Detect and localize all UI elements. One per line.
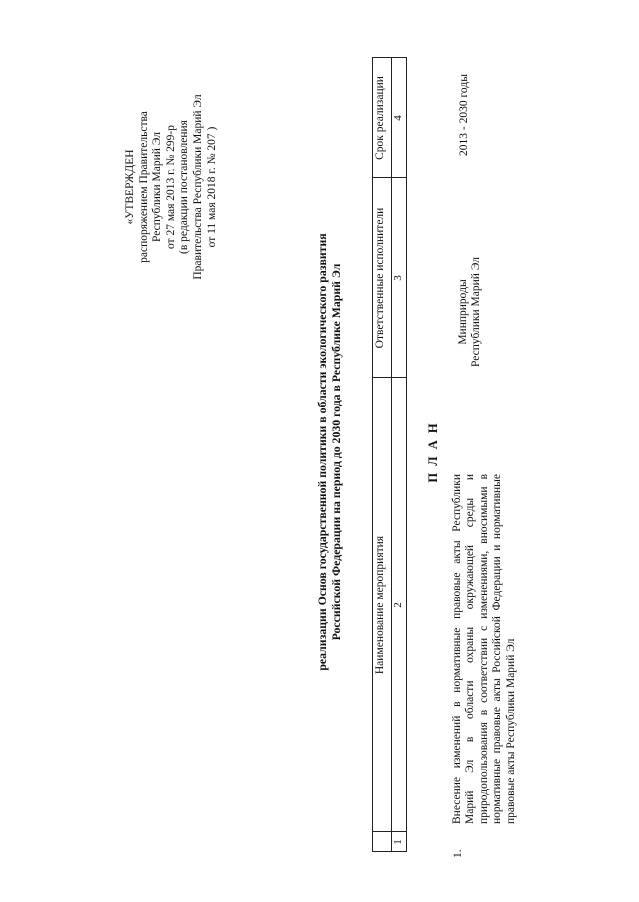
approval-line: Республики Марий Эл xyxy=(151,132,164,243)
column-number: 1 xyxy=(392,839,404,845)
row-measure-name: Внесение изменений в нормативные правовые акты Республики Марий Эл в области охраны окружающей среды и природопользования в соответствии с изменениями, вносимыми в нормативные правовые акты Российской Федерации и нормативные правовые акты Республики Марий Эл xyxy=(451,474,517,824)
subtitle-line: реализации Основ государственной политики в области экологического развития xyxy=(315,233,329,671)
document-title: П Л А Н xyxy=(426,421,440,483)
subtitle-line: Российской Федерации на период до 2030 года в Республике Марий Эл xyxy=(329,263,344,641)
column-number: 2 xyxy=(392,602,404,608)
row-term: 2013 - 2030 годы xyxy=(458,74,470,156)
row-number: 1. xyxy=(452,849,464,858)
approval-line: распоряжением Правительства xyxy=(137,111,150,263)
column-number: 4 xyxy=(392,115,404,121)
responsible-line: Республики Марий Эл xyxy=(470,257,483,368)
header-responsible: Ответственные исполнители xyxy=(374,207,386,349)
approval-line: (в редакции постановления xyxy=(178,120,191,254)
row-responsible xyxy=(457,237,484,387)
header-name: Наименование мероприятия xyxy=(374,535,386,675)
approval-line: «УТВЕРЖДЕН xyxy=(124,149,136,225)
plan-table xyxy=(372,57,442,852)
approval-line: от 11 мая 2018 г. № 207 ) xyxy=(205,126,218,248)
responsible-line: Минприроды xyxy=(457,279,469,345)
header-term: Срок реализации xyxy=(374,76,386,160)
column-number: 3 xyxy=(392,275,404,281)
document-subtitle xyxy=(315,72,343,832)
approval-stamp xyxy=(124,57,219,317)
approval-line: Правительства Республики Марий Эл xyxy=(191,94,204,280)
approval-line: от 27 мая 2013 г. № 299-р xyxy=(164,124,177,250)
